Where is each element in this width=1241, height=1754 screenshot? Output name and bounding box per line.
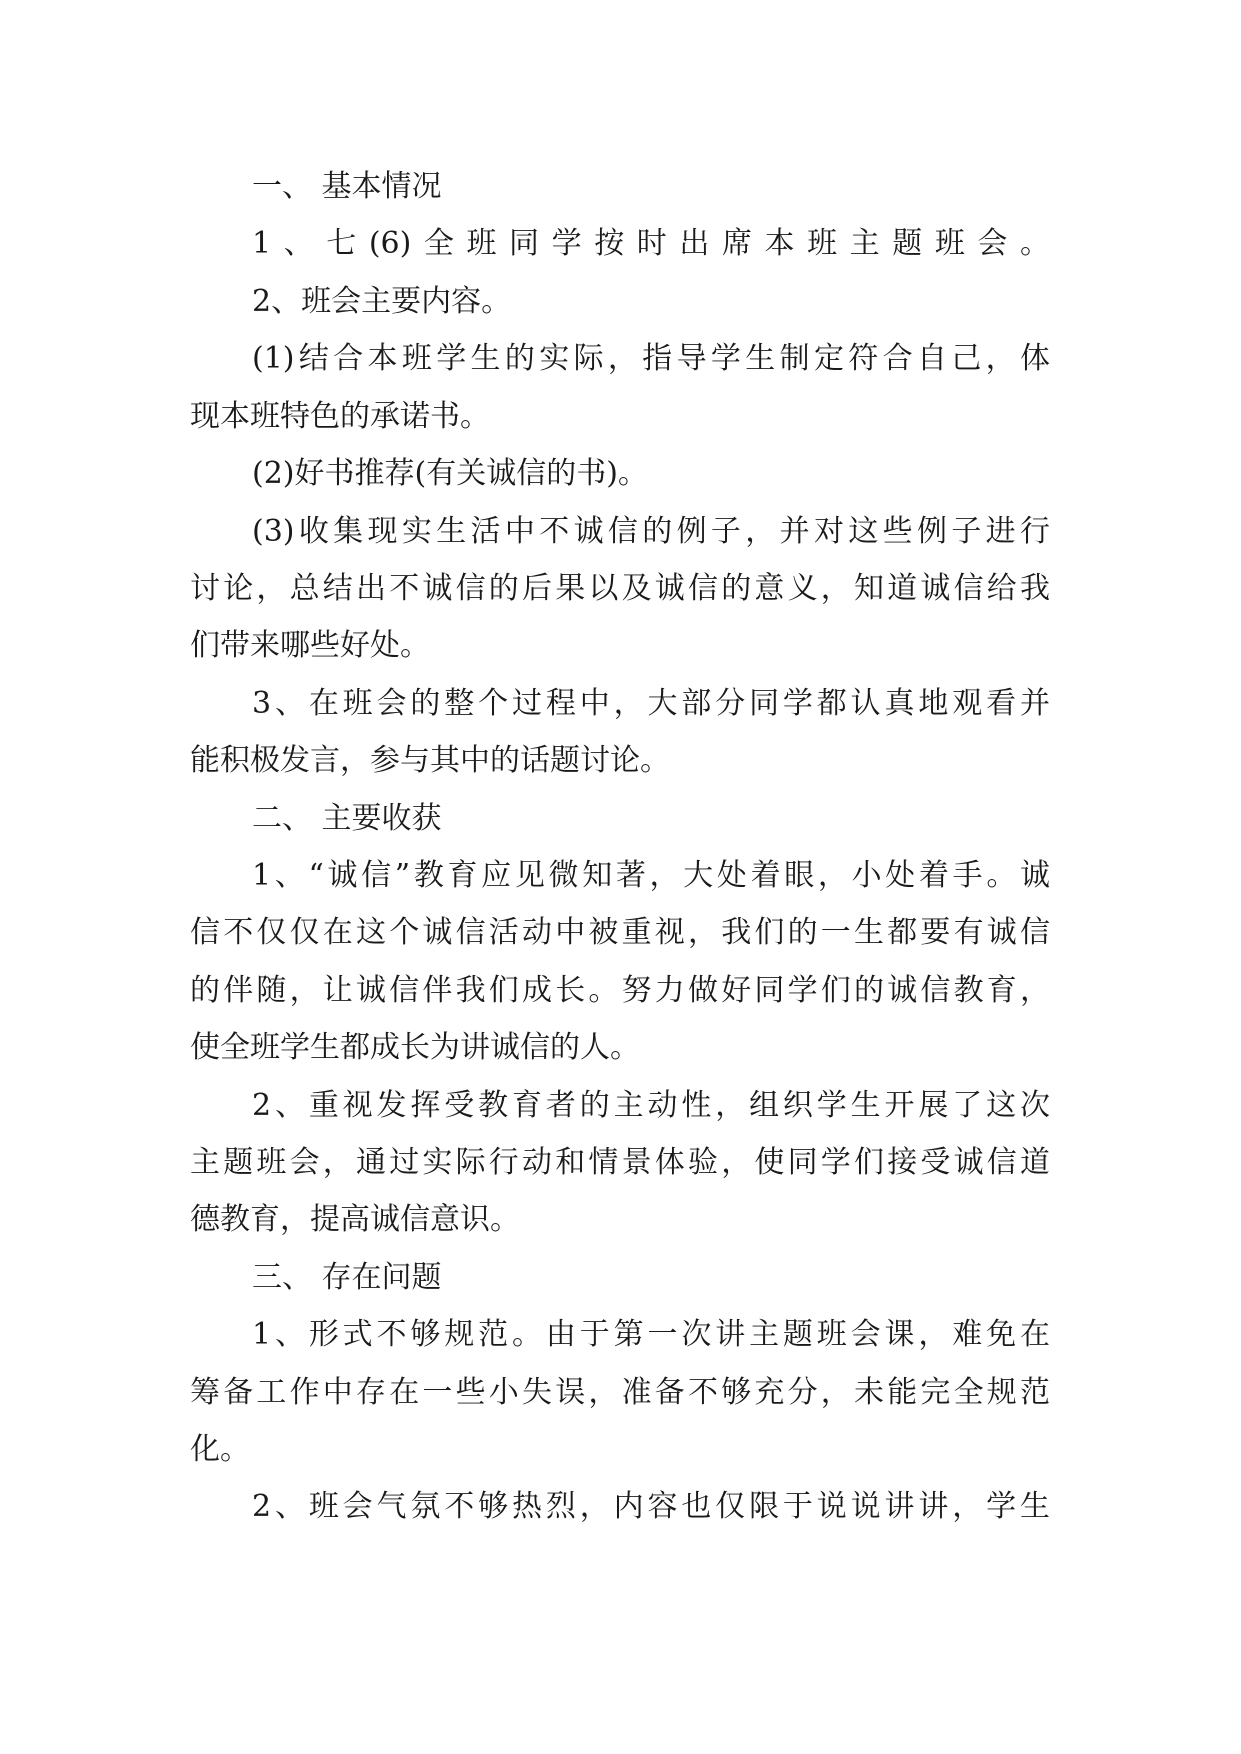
paragraph-item-3-line-2: 讨论，总结出不诚信的后果以及诚信的意义，知道诚信给我: [190, 571, 1050, 606]
section-heading-main-gains: 二、 主要收获: [252, 801, 442, 836]
paragraph-gain-2-line-3: 德教育，提高诚信意识。: [190, 1202, 520, 1237]
paragraph-item-3-line-3: 们带来哪些好处。: [190, 628, 430, 663]
paragraph-problem-2-line-1: 2、班会气氛不够热烈，内容也仅限于说说讲讲，学生: [252, 1489, 1050, 1524]
paragraph-process-line-2: 能积极发言，参与其中的话题讨论。: [190, 743, 670, 778]
paragraph-problem-1-line-2: 筹备工作中存在一些小失误，准备不够充分，未能完全规范: [190, 1375, 1050, 1410]
paragraph-problem-1-line-1: 1、形式不够规范。由于第一次讲主题班会课，难免在: [252, 1317, 1050, 1352]
paragraph-item-2: (2)好书推荐(有关诚信的书)。: [252, 456, 648, 491]
section-heading-problems: 三、 存在问题: [252, 1260, 442, 1295]
paragraph-item-1-line-1: (1)结合本班学生的实际，指导学生制定符合自己，体: [252, 341, 1050, 376]
paragraph-gain-1-line-2: 信不仅仅在这个诚信活动中被重视，我们的一生都要有诚信: [190, 915, 1050, 950]
paragraph-process-line-1: 3、在班会的整个过程中，大部分同学都认真地观看并: [252, 686, 1050, 721]
paragraph-gain-2-line-1: 2、重视发挥受教育者的主动性，组织学生开展了这次: [252, 1088, 1050, 1123]
paragraph-problem-1-line-3: 化。: [190, 1432, 250, 1467]
section-heading-basic-info: 一、 基本情况: [252, 169, 442, 204]
paragraph-item-3-line-1: (3)收集现实生活中不诚信的例子，并对这些例子进行: [252, 514, 1050, 549]
paragraph-gain-1-line-1: 1、“诚信”教育应见微知著，大处着眼，小处着手。诚: [252, 858, 1050, 893]
paragraph-item-1-line-2: 现本班特色的承诺书。: [190, 399, 490, 434]
paragraph-attendance: 1、七(6)全班同学按时出席本班主题班会。: [252, 226, 1050, 261]
paragraph-gain-1-line-3: 的伴随，让诚信伴我们成长。努力做好同学们的诚信教育，: [190, 973, 1050, 1008]
paragraph-gain-1-line-4: 使全班学生都成长为讲诚信的人。: [190, 1030, 640, 1065]
paragraph-main-content: 2、班会主要内容。: [252, 284, 512, 319]
paragraph-gain-2-line-2: 主题班会，通过实际行动和情景体验，使同学们接受诚信道: [190, 1145, 1050, 1180]
